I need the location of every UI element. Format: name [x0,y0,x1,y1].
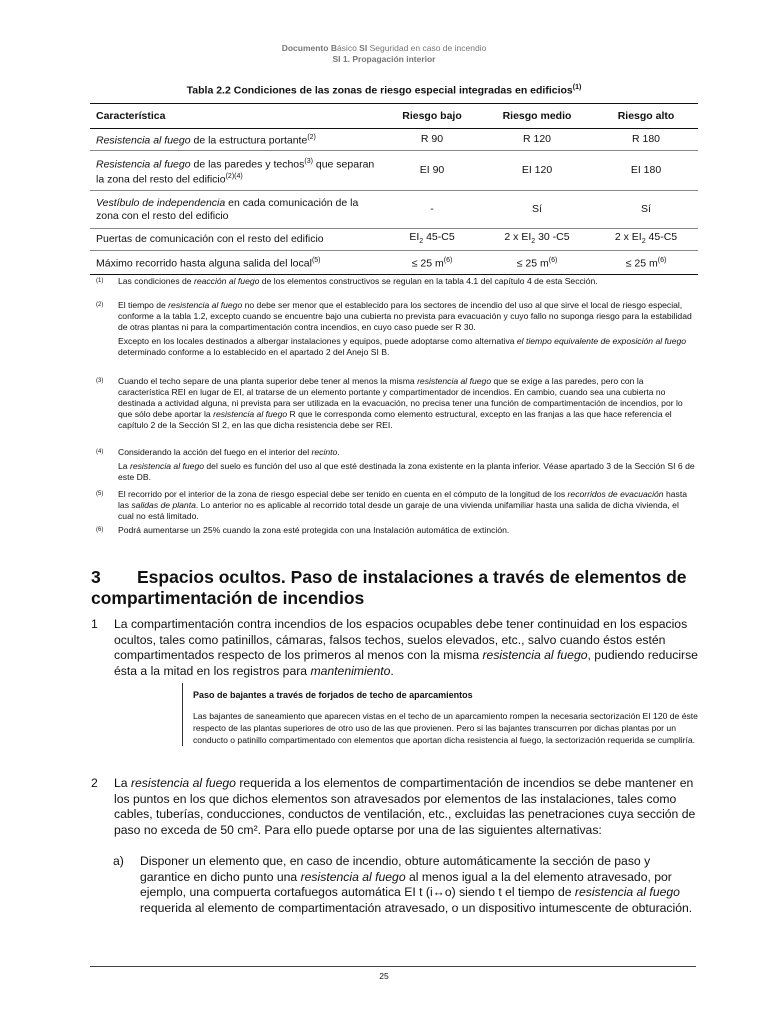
table-cell: Resistencia al fuego de las paredes y techos$^{(3)}$ que separan la zona del resto del edificio$^{(2)(4)}$ [90,151,384,191]
table-cell: ≤ 25 $m^{(6)}$ [594,251,698,275]
col-header-high-risk: Riesgo alto [594,104,698,129]
note-box-body: Las bajantes de saneamiento que aparecen vistas en el techo de un aparcamiento rompen la necesaria sectorización EI 120 de éste respecto de las plantas superiores de otro uso de las que provienen. Pero si las bajantes transcurren por dichas plantas por un conducto o patinillo compartimentado con elementos que aportan dicha resistencia al fuego, la sectorización requerida se cumpliría. [193,711,698,745]
footer-divider [90,966,696,967]
table-cell: EI 120 [480,151,594,191]
table-cell: 2 x $EI_2$ 30 -C5 [480,229,594,251]
table-cell: 2 x $EI_2$ 45-C5 [594,229,698,251]
page-header [0,43,768,65]
table-cell: Sí [594,191,698,229]
table-cell: ≤ 25 $m^{(6)}$ [480,251,594,275]
table-cell: EI 90 [384,151,480,191]
footnote-2: (2) El tiempo de resistencia al fuego no debe ser menor que el establecido para los sectores de incendio del uso al que sirve el local de riesgo especial, conforme a la tabla 1.2, excepto cuando se encuentre bajo una cubierta no prevista para evacuación y cuyo fallo no suponga riesgo para la estabilidad de otras plantas ni para la compartimentación contra incendios, en cuyo caso puede ser R 30. Excepto en los locales destinados a albergar instalaciones y equipos, puede adoptarse como alternativa el tiempo equivalente de exposición al fuego determinado conforme a lo establecido en el apartado 2 del Anejo SI B. [96,300,692,357]
section-heading: 3 Espacios ocultos. Paso de instalaciones a través de elementos de compartimentación de incendios [91,567,687,608]
col-header-characteristic: Característica [90,104,384,129]
footnote-6: (6) Podrá aumentarse un 25% cuando la zona esté protegida con una Instalación automática de extinción. [96,525,510,535]
table-cell: ≤ 25 $m^{(6)}$ [384,251,480,275]
table-row [90,191,698,229]
table-row [90,251,698,275]
table-row [90,151,698,191]
footnote-1: (1) Las condiciones de reacción al fuego de los elementos constructivos se regulan en la tabla 4.1 del capítulo 4 de esta Sección. [96,276,598,286]
paragraph-1: 1 La compartimentación contra incendios de los espacios ocupables debe tener continuidad en los espacios ocultos, tales como patinillos, cámaras, falsos techos, suelos elevados, etc., salvo cuando éstos estén compartimentados respecto de los primeros al menos con la misma resistencia al fuego, pudiendo reducirse ésta a la mitad en los registros para mantenimiento. [91,617,698,678]
table-cell: R 120 [480,129,594,151]
table-row [90,129,698,151]
table-cell: EI 180 [594,151,698,191]
table-cell: Sí [480,191,594,229]
table-cell: $EI_2$ 45-C5 [384,229,480,251]
table-header-row [90,104,698,129]
note-box-title: Paso de bajantes a través de forjados de techo de aparcamientos [193,690,473,700]
page-number: 25 [379,971,389,981]
footnote-4: (4) Considerando la acción del fuego en el interior del recinto. La resistencia al fuego del suelo es función del uso al que esté destinada la zona existente en la planta inferior. Véase apartado 3 de la Sección SI 6 de este DB. [96,447,695,482]
table-cell: Máximo recorrido hasta alguna salida del local$^{(5)}$ [90,251,384,275]
table-cell: - [384,191,480,229]
table-cell: R 90 [384,129,480,151]
alternative-a: a) Disponer un elemento que, en caso de incendio, obture automáticamente la sección de paso y garantice en dicho punto una resistencia al fuego al menos igual a la del elemento atravesado, por ejemplo, una compuerta cortafuegos automática EI t (i↔o) siendo t el tiempo de resistencia al fuego requerida al elemento de compartimentación atravesado, o un dispositivo intumescente de obturación. [113,854,693,915]
risk-zone-table [90,103,698,275]
table-cell: Puertas de comunicación con el resto del edificio [90,229,384,251]
table-cell: R 180 [594,129,698,151]
footnote-5: (5) El recorrido por el interior de la zona de riesgo especial debe ser tenido en cuenta en el cómputo de la longitud de los recorridos de evacuación hasta las salidas de planta. Lo anterior no es aplicable al recorrido total desde un garaje de una vivienda unifamiliar hasta una salida de dicha vivienda, el cual no está limitado. [96,489,687,521]
table-caption: Tabla 2.2 Condiciones de las zonas de riesgo especial integradas en edificios$^{(1)}$ [186,84,582,97]
table-cell: Vestíbulo de independencia en cada comunicación de la zona con el resto del edificio [90,191,384,229]
table-cell: Resistencia al fuego de la estructura portante$^{(2)}$ [90,129,384,151]
paragraph-2: 2 La resistencia al fuego requerida a los elementos de compartimentación de incendios se debe mantener en los puntos en los que dichos elementos son atravesados por elementos de las instalaciones, tales como cables, tuberías, conducciones, conductos de ventilación, etc., excluidas las penetraciones cuya sección de paso no exceda de 50 cm². Para ello puede optarse por una de las siguientes alternativas: [91,776,696,837]
header-document-title: Documento Básico SI Seguridad en caso de incendio [281,43,487,53]
col-header-low-risk: Riesgo bajo [384,104,480,129]
table-row [90,229,698,251]
note-box [182,683,707,746]
header-section: SI 1. Propagación interior [332,54,436,64]
footnote-3: (3) Cuando el techo separe de una planta superior debe tener al menos la misma resistencia al fuego que se exige a las paredes, pero con la característica REI en lugar de EI, al tratarse de un elemento portante y compartimentador de incendios. En cambio, cuando sea una cubierta no destinada a actividad alguna, ni prevista para ser utilizada en la evacuación, no precisa tener una función de compartimentación de incendios, por lo que sólo debe aportar la resistencia al fuego R que le corresponda como elemento estructural, excepto en las franjas a las que hace referencia el capítulo 2 de la Sección SI 2, en las que dicha resistencia debe ser REI. [96,376,683,430]
col-header-medium-risk: Riesgo medio [480,104,594,129]
